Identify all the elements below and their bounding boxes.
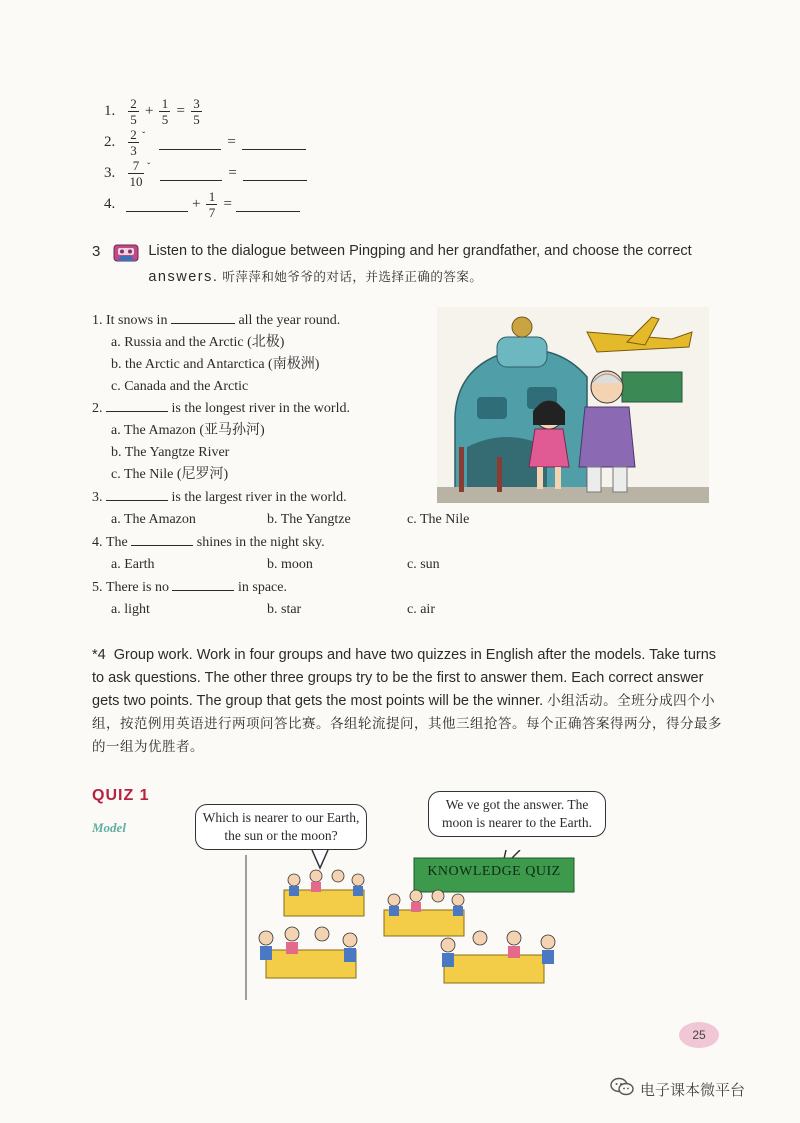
option[interactable]: b. moon <box>267 557 313 572</box>
option[interactable]: a. light <box>111 602 150 617</box>
answer-blank[interactable] <box>131 532 193 546</box>
answer-blank[interactable] <box>159 134 221 150</box>
section-3-header <box>92 239 722 290</box>
watermark <box>610 1077 745 1101</box>
speech-bubble-answer: We ve got the answer. The moon is nearer to the Earth. <box>428 791 606 837</box>
section-number: 3 <box>92 243 101 260</box>
fraction-row <box>104 189 300 219</box>
option[interactable]: a. The Amazon <box>111 512 196 527</box>
speech-bubble-question: Which is nearer to our Earth, the sun or the moon? <box>195 804 367 850</box>
fraction: $\frac{2}{5}$ <box>128 97 139 126</box>
answer-blank[interactable] <box>126 196 188 212</box>
row-number: 3. <box>104 164 116 181</box>
fraction: $\frac{1}{7}$ <box>206 190 217 219</box>
instruction-text: Listen to the dialogue between Pingping and her grandfather, and choose the correct <box>148 243 692 259</box>
option[interactable]: a. Earth <box>111 557 155 572</box>
equals-sign: = <box>228 164 237 181</box>
answer-blank[interactable] <box>171 310 235 324</box>
option[interactable]: b. the Arctic and Antarctica (南极洲) <box>111 357 320 372</box>
fraction-row <box>104 158 307 188</box>
cassette-icon <box>112 241 140 270</box>
museum-illustration <box>437 307 709 503</box>
equals-sign: = <box>227 133 236 150</box>
section-number: *4 <box>92 647 106 663</box>
fraction: $\frac{1}{5}$ <box>159 97 170 126</box>
option[interactable]: b. star <box>267 602 302 617</box>
row-number: 1. <box>104 102 116 119</box>
question-5: 5. There is no in space. <box>92 577 287 599</box>
equals-sign: = <box>176 102 185 119</box>
option[interactable]: a. The Amazon (亚马孙河) <box>111 423 265 438</box>
instruction-text-cn: 小组活动。全班分成四个小组，按范例用英语进行两项问答比赛。各组轮流提问，其他三组抢答。每个正确答案得两分，得分最多的一组为优胜者。 <box>92 693 722 755</box>
tick-icon: ˇ <box>147 161 151 173</box>
answer-blank[interactable] <box>106 487 168 501</box>
fraction-row <box>104 127 306 157</box>
option[interactable]: c. The Nile <box>407 512 470 527</box>
instruction-text: answers. <box>148 269 219 285</box>
option[interactable]: a. Russia and the Arctic (北极) <box>111 335 285 350</box>
model-label: Model <box>92 820 126 835</box>
question-3: 3. is the largest river in the world. <box>92 487 347 509</box>
page-number: 25 <box>679 1022 719 1048</box>
fraction: $\frac{3}{5}$ <box>191 97 202 126</box>
answer-blank[interactable] <box>172 577 234 591</box>
answer-blank[interactable] <box>242 134 306 150</box>
section-4 <box>92 644 722 759</box>
option[interactable]: b. The Yangtze <box>267 512 351 527</box>
answer-blank[interactable] <box>106 398 168 412</box>
answer-blank[interactable] <box>160 165 222 181</box>
row-number: 2. <box>104 133 116 150</box>
question-1: 1. It snows in all the year round. <box>92 310 340 332</box>
fraction-row <box>104 96 204 126</box>
question-2: 2. is the longest river in the world. <box>92 398 350 420</box>
option[interactable]: b. The Yangtze River <box>111 445 230 460</box>
tick-icon: ˇ <box>142 130 146 142</box>
fraction: $\frac{7}{10}$ <box>129 157 143 189</box>
answer-blank[interactable] <box>243 165 307 181</box>
quiz-title: QUIZ 1 <box>92 787 150 804</box>
equals-sign: = <box>223 195 232 212</box>
option[interactable]: c. sun <box>407 557 440 572</box>
option[interactable]: c. Canada and the Arctic <box>111 379 249 394</box>
option[interactable]: c. air <box>407 602 435 617</box>
watermark-text: 电子课本微平台 <box>640 1080 746 1099</box>
plus-sign: + <box>145 102 154 119</box>
wechat-icon <box>610 1077 634 1101</box>
knowledge-quiz-banner: KNOWLEDGE QUIZ <box>427 864 561 879</box>
classroom-quiz-illustration <box>244 850 584 1000</box>
option[interactable]: c. The Nile (尼罗河) <box>111 467 229 482</box>
instruction-text: Group work. Work in four groups and have two quizzes in English after the models. Take turns to ask questions. The other three groups try to be the first to answer them. Each correct answer gets two points. The group that gets the most points will be the winner. <box>92 647 717 709</box>
question-4: 4. The shines in the night sky. <box>92 532 325 554</box>
instruction-text-cn: 听萍萍和她爷爷的对话，并选择正确的答案。 <box>222 269 483 284</box>
answer-blank[interactable] <box>236 196 300 212</box>
plus-sign: + <box>192 195 201 212</box>
row-number: 4. <box>104 195 116 212</box>
fraction: $\frac{2}{3}$ <box>128 128 139 157</box>
